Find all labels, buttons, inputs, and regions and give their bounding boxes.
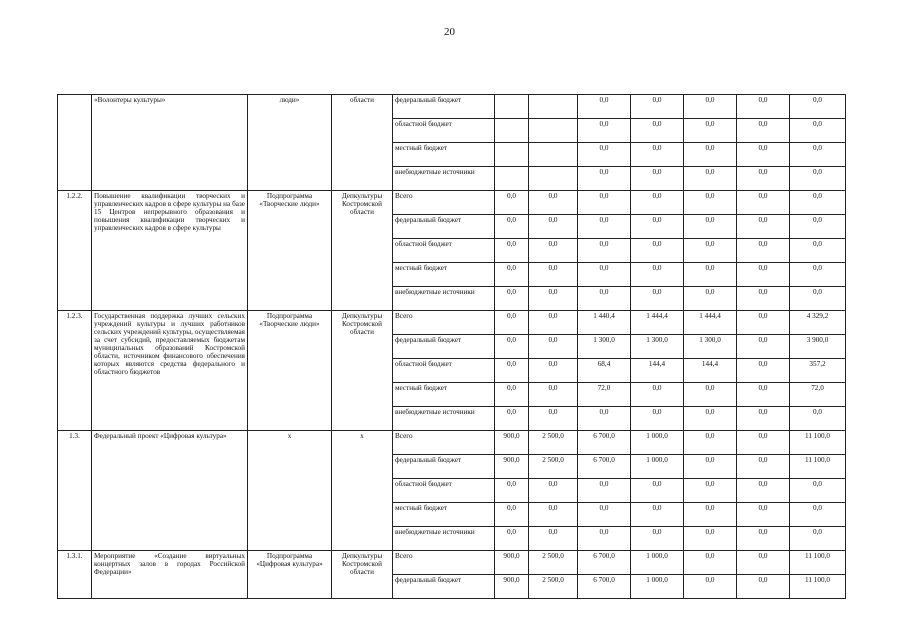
amount-cell: 0,0 — [684, 263, 737, 287]
item-code-cell: 1.2.2. — [58, 191, 92, 311]
amount-cell: 0,0 — [684, 455, 737, 479]
amount-cell: 2 500,0 — [529, 455, 578, 479]
item-code-cell: 1.2.3. — [58, 311, 92, 431]
amount-cell: 0,0 — [684, 167, 737, 191]
funding-source-cell: внебюджетные источники — [393, 527, 495, 551]
amount-cell: 0,0 — [790, 95, 846, 119]
amount-cell: 0,0 — [631, 479, 684, 503]
amount-cell: 0,0 — [684, 551, 737, 575]
amount-cell — [529, 95, 578, 119]
amount-cell: 0,0 — [684, 407, 737, 431]
amount-cell: 0,0 — [737, 551, 790, 575]
amount-cell: 0,0 — [495, 503, 529, 527]
amount-cell: 4 329,2 — [790, 311, 846, 335]
amount-cell: 0,0 — [737, 407, 790, 431]
amount-cell: 0,0 — [631, 263, 684, 287]
amount-cell: 0,0 — [578, 119, 631, 143]
amount-cell: 1 300,0 — [684, 335, 737, 359]
amount-cell: 11 100,0 — [790, 575, 846, 599]
table-row — [58, 191, 846, 215]
amount-cell: 144,4 — [684, 359, 737, 383]
amount-cell: 0,0 — [578, 503, 631, 527]
amount-cell: 0,0 — [790, 167, 846, 191]
amount-cell: 6 700,0 — [578, 551, 631, 575]
amount-cell: 0,0 — [790, 503, 846, 527]
amount-cell: 0,0 — [737, 575, 790, 599]
funding-source-cell: местный бюджет — [393, 383, 495, 407]
amount-cell: 0,0 — [737, 431, 790, 455]
amount-cell: 1 000,0 — [631, 431, 684, 455]
funding-source-cell: федеральный бюджет — [393, 455, 495, 479]
amount-cell: 0,0 — [529, 479, 578, 503]
funding-source-cell: местный бюджет — [393, 503, 495, 527]
item-code-cell — [58, 95, 92, 191]
amount-cell: 0,0 — [684, 431, 737, 455]
amount-cell: 0,0 — [529, 383, 578, 407]
amount-cell: 0,0 — [684, 479, 737, 503]
amount-cell: 0,0 — [578, 215, 631, 239]
funding-source-cell: внебюджетные источники — [393, 167, 495, 191]
amount-cell: 0,0 — [495, 407, 529, 431]
amount-cell: 0,0 — [529, 359, 578, 383]
amount-cell: 0,0 — [578, 263, 631, 287]
amount-cell: 0,0 — [631, 527, 684, 551]
item-description-cell: Мероприятие «Создание виртуальных концертных залов в городах Российской Федерации» — [92, 551, 248, 599]
amount-cell: 900,0 — [495, 431, 529, 455]
amount-cell: 0,0 — [684, 191, 737, 215]
amount-cell: 1 440,4 — [578, 311, 631, 335]
amount-cell: 1 444,4 — [631, 311, 684, 335]
amount-cell: 0,0 — [631, 167, 684, 191]
amount-cell: 0,0 — [684, 575, 737, 599]
amount-cell: 0,0 — [684, 287, 737, 311]
amount-cell: 0,0 — [631, 215, 684, 239]
program-cell: Подпрограмма «Творческие люди» — [248, 191, 332, 311]
amount-cell — [495, 119, 529, 143]
amount-cell: 0,0 — [631, 287, 684, 311]
amount-cell: 0,0 — [578, 479, 631, 503]
amount-cell: 0,0 — [631, 95, 684, 119]
amount-cell: 0,0 — [684, 503, 737, 527]
amount-cell: 0,0 — [495, 215, 529, 239]
amount-cell: 0,0 — [529, 215, 578, 239]
amount-cell: 0,0 — [790, 191, 846, 215]
amount-cell: 900,0 — [495, 455, 529, 479]
amount-cell: 0,0 — [529, 191, 578, 215]
amount-cell: 0,0 — [495, 479, 529, 503]
amount-cell: 0,0 — [495, 359, 529, 383]
amount-cell: 68,4 — [578, 359, 631, 383]
amount-cell: 0,0 — [529, 239, 578, 263]
amount-cell: 1 000,0 — [631, 455, 684, 479]
amount-cell: 0,0 — [684, 527, 737, 551]
amount-cell: 0,0 — [529, 335, 578, 359]
program-cell: Подпрограмма «Цифровая культура» — [248, 551, 332, 599]
funding-source-cell: внебюджетные источники — [393, 287, 495, 311]
amount-cell: 0,0 — [578, 239, 631, 263]
amount-cell: 0,0 — [737, 383, 790, 407]
amount-cell: 0,0 — [578, 143, 631, 167]
executor-cell: области — [332, 95, 393, 191]
page-number: 20 — [444, 26, 455, 38]
amount-cell: 0,0 — [790, 215, 846, 239]
amount-cell — [529, 167, 578, 191]
amount-cell: 1 444,4 — [684, 311, 737, 335]
amount-cell: 0,0 — [737, 191, 790, 215]
executor-cell: Депкультуры Костромской области — [332, 191, 393, 311]
amount-cell: 144,4 — [631, 359, 684, 383]
amount-cell: 0,0 — [790, 527, 846, 551]
amount-cell: 900,0 — [495, 551, 529, 575]
amount-cell: 0,0 — [578, 167, 631, 191]
funding-source-cell: федеральный бюджет — [393, 335, 495, 359]
amount-cell: 0,0 — [737, 143, 790, 167]
amount-cell: 357,2 — [790, 359, 846, 383]
budget-table — [57, 94, 846, 599]
funding-source-cell: внебюджетные источники — [393, 407, 495, 431]
funding-source-cell: федеральный бюджет — [393, 215, 495, 239]
amount-cell: 0,0 — [495, 335, 529, 359]
amount-cell: 0,0 — [790, 119, 846, 143]
amount-cell — [495, 167, 529, 191]
amount-cell: 0,0 — [495, 263, 529, 287]
amount-cell: 0,0 — [737, 311, 790, 335]
funding-source-cell: Всего — [393, 191, 495, 215]
amount-cell: 0,0 — [737, 479, 790, 503]
table-row — [58, 311, 846, 335]
funding-source-cell: областной бюджет — [393, 119, 495, 143]
funding-source-cell: областной бюджет — [393, 359, 495, 383]
amount-cell: 0,0 — [495, 527, 529, 551]
amount-cell: 2 500,0 — [529, 431, 578, 455]
funding-source-cell: Всего — [393, 431, 495, 455]
amount-cell: 6 700,0 — [578, 431, 631, 455]
amount-cell: 0,0 — [737, 359, 790, 383]
amount-cell: 3 900,0 — [790, 335, 846, 359]
amount-cell: 0,0 — [737, 335, 790, 359]
amount-cell: 0,0 — [737, 167, 790, 191]
amount-cell: 11 100,0 — [790, 455, 846, 479]
amount-cell: 0,0 — [737, 119, 790, 143]
amount-cell: 0,0 — [529, 287, 578, 311]
amount-cell: 0,0 — [529, 311, 578, 335]
amount-cell: 0,0 — [631, 191, 684, 215]
funding-source-cell: Всего — [393, 551, 495, 575]
amount-cell: 0,0 — [684, 143, 737, 167]
amount-cell: 0,0 — [578, 527, 631, 551]
program-cell: люди» — [248, 95, 332, 191]
amount-cell: 0,0 — [495, 383, 529, 407]
amount-cell: 900,0 — [495, 575, 529, 599]
item-code-cell: 1.3.1. — [58, 551, 92, 599]
amount-cell: 0,0 — [790, 143, 846, 167]
amount-cell: 0,0 — [684, 239, 737, 263]
amount-cell: 11 100,0 — [790, 551, 846, 575]
amount-cell: 2 500,0 — [529, 575, 578, 599]
amount-cell: 0,0 — [495, 287, 529, 311]
amount-cell: 0,0 — [495, 239, 529, 263]
amount-cell: 0,0 — [578, 191, 631, 215]
amount-cell: 0,0 — [631, 503, 684, 527]
funding-source-cell: федеральный бюджет — [393, 95, 495, 119]
amount-cell: 0,0 — [578, 95, 631, 119]
item-code-cell: 1.3. — [58, 431, 92, 551]
program-cell: Подпрограмма «Творческие люди» — [248, 311, 332, 431]
amount-cell: 0,0 — [684, 215, 737, 239]
amount-cell — [495, 95, 529, 119]
funding-source-cell: местный бюджет — [393, 263, 495, 287]
table-row — [58, 431, 846, 455]
amount-cell: 0,0 — [495, 191, 529, 215]
amount-cell — [529, 143, 578, 167]
amount-cell: 72,0 — [578, 383, 631, 407]
amount-cell: 0,0 — [790, 407, 846, 431]
item-description-cell: «Волонтеры культуры» — [92, 95, 248, 191]
amount-cell: 0,0 — [737, 95, 790, 119]
funding-source-cell: местный бюджет — [393, 143, 495, 167]
program-cell: x — [248, 431, 332, 551]
amount-cell: 1 000,0 — [631, 575, 684, 599]
amount-cell: 0,0 — [631, 383, 684, 407]
amount-cell: 0,0 — [529, 263, 578, 287]
amount-cell: 0,0 — [737, 455, 790, 479]
item-description-cell: Федеральный проект «Цифровая культура» — [92, 431, 248, 551]
executor-cell: Депкультуры Костромской области — [332, 551, 393, 599]
funding-source-cell: областной бюджет — [393, 239, 495, 263]
amount-cell: 0,0 — [737, 215, 790, 239]
amount-cell: 0,0 — [631, 143, 684, 167]
amount-cell: 0,0 — [737, 263, 790, 287]
table-row — [58, 551, 846, 575]
amount-cell: 72,0 — [790, 383, 846, 407]
executor-cell: x — [332, 431, 393, 551]
amount-cell: 1 300,0 — [631, 335, 684, 359]
amount-cell: 0,0 — [495, 311, 529, 335]
amount-cell: 0,0 — [529, 503, 578, 527]
amount-cell: 2 500,0 — [529, 551, 578, 575]
amount-cell: 0,0 — [529, 407, 578, 431]
amount-cell: 11 100,0 — [790, 431, 846, 455]
amount-cell: 0,0 — [684, 383, 737, 407]
table-row — [58, 95, 846, 119]
amount-cell: 0,0 — [631, 239, 684, 263]
amount-cell: 0,0 — [578, 407, 631, 431]
item-description-cell: Государственная поддержка лучших сельских учреждений культуры и лучших работников сельских учреждений культуры, осуществляемая за счет субсидий, предоставляемых бюджетам муниципальных образований Костромской области, источником финансового обеспечения которых являются средства федерального и областного бюджетов — [92, 311, 248, 431]
funding-source-cell: федеральный бюджет — [393, 575, 495, 599]
amount-cell: 0,0 — [684, 95, 737, 119]
amount-cell — [495, 143, 529, 167]
amount-cell: 1 300,0 — [578, 335, 631, 359]
amount-cell: 0,0 — [790, 479, 846, 503]
amount-cell: 0,0 — [578, 287, 631, 311]
amount-cell: 0,0 — [737, 239, 790, 263]
amount-cell: 6 700,0 — [578, 455, 631, 479]
amount-cell: 0,0 — [737, 287, 790, 311]
item-description-cell: Повышение квалификации творческих и управленческих кадров в сфере культуры на базе 15 Центров непрерывного образования и повышения квалификации творческих и управленческих кадров в сфере культуры — [92, 191, 248, 311]
amount-cell: 1 000,0 — [631, 551, 684, 575]
amount-cell: 0,0 — [737, 527, 790, 551]
amount-cell: 0,0 — [684, 119, 737, 143]
executor-cell: Депкультуры Костромской области — [332, 311, 393, 431]
funding-source-cell: областной бюджет — [393, 479, 495, 503]
amount-cell: 6 700,0 — [578, 575, 631, 599]
amount-cell: 0,0 — [790, 263, 846, 287]
amount-cell: 0,0 — [529, 527, 578, 551]
amount-cell: 0,0 — [737, 503, 790, 527]
amount-cell: 0,0 — [790, 239, 846, 263]
funding-source-cell: Всего — [393, 311, 495, 335]
amount-cell: 0,0 — [631, 119, 684, 143]
amount-cell: 0,0 — [790, 287, 846, 311]
amount-cell: 0,0 — [631, 407, 684, 431]
amount-cell — [529, 119, 578, 143]
